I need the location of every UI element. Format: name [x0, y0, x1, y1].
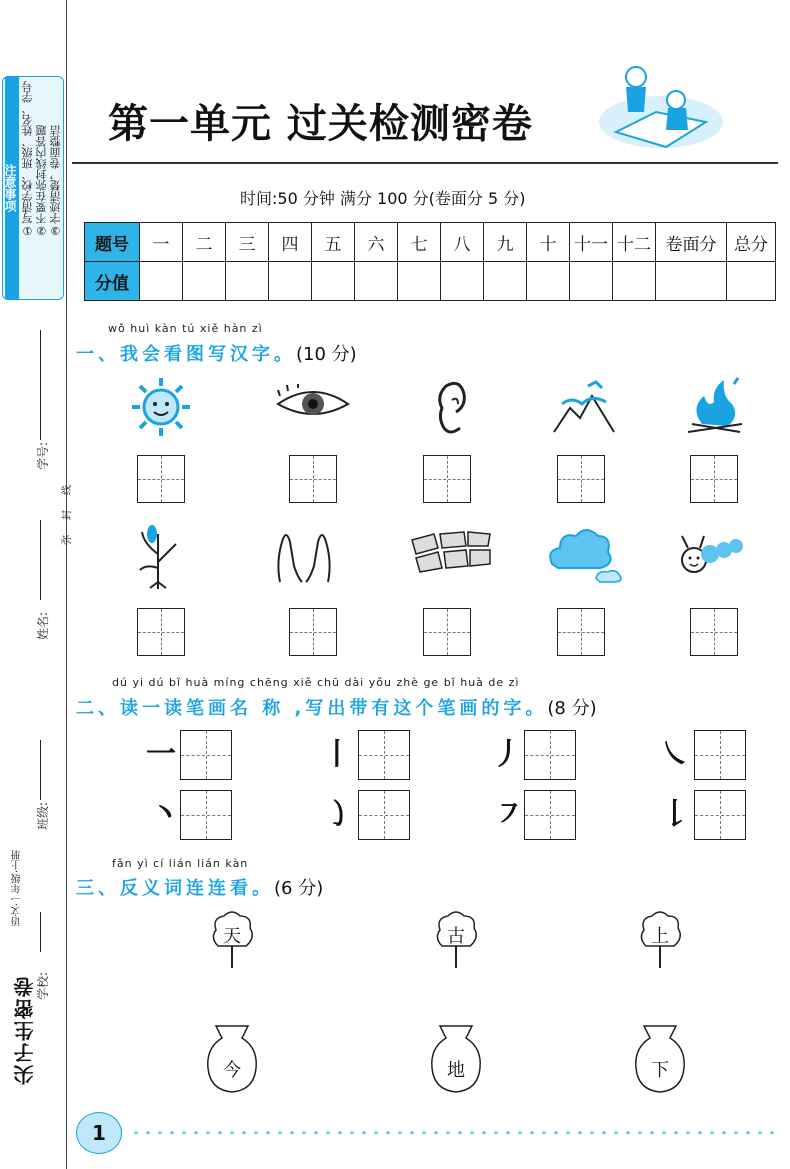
- col-header: 卷面分: [656, 223, 727, 262]
- stroke-writing-grid[interactable]: [694, 730, 746, 780]
- row-label-question: 题号: [85, 223, 140, 262]
- stroke-label: 丿: [492, 737, 522, 772]
- ear-icon: [430, 378, 470, 438]
- stroke-label: 一: [146, 737, 176, 772]
- stroke-writing-grid[interactable]: [358, 730, 410, 780]
- school-field-label: 学校:: [36, 971, 50, 1000]
- page-number: 1: [76, 1112, 122, 1154]
- score-cell[interactable]: [484, 262, 527, 301]
- seal-mi: 弥: [62, 535, 73, 545]
- writing-grid[interactable]: [557, 455, 605, 503]
- footer-dots: [130, 1130, 780, 1134]
- col-header: 十二: [613, 223, 656, 262]
- notice-box: [2, 76, 64, 300]
- col-header: 四: [269, 223, 312, 262]
- stroke-label: 𠄌: [660, 797, 690, 832]
- hands-icon: [272, 522, 336, 586]
- score-cell[interactable]: [183, 262, 226, 301]
- score-cell[interactable]: [441, 262, 484, 301]
- cloud-icon: [546, 524, 624, 584]
- binding-line: [66, 0, 67, 1169]
- score-cell[interactable]: [727, 262, 776, 301]
- stroke-label: 丨: [322, 737, 352, 772]
- edition-label: 语文·一年级·上册: [12, 850, 23, 927]
- notice-item: ②不要在弥封线内答题: [35, 125, 48, 237]
- score-table-row-values: [85, 262, 776, 301]
- vase-word[interactable]: 地: [447, 1060, 465, 1081]
- student-id-field-label: 学号:: [36, 441, 50, 470]
- section2-title: 二、读一读笔画名 称 ,写出带有这个笔画的字。: [76, 698, 548, 719]
- stroke-writing-grid[interactable]: [524, 730, 576, 780]
- col-header: 八: [441, 223, 484, 262]
- seal-feng: 封: [62, 510, 73, 520]
- row-label-points: 分值: [85, 262, 140, 301]
- writing-grid[interactable]: [690, 608, 738, 656]
- section2-pinyin: dú yi dú bǐ huà míng chēng xiě chū dài yǒu zhè ge bǐ huà de zì: [112, 676, 520, 689]
- section3-heading: [76, 874, 323, 900]
- exam-info: 时间:50 分钟 满分 100 分(卷面分 5 分): [240, 189, 526, 208]
- section2-heading: [76, 694, 597, 720]
- stroke-writing-grid[interactable]: [180, 790, 232, 840]
- stroke-writing-grid[interactable]: [358, 790, 410, 840]
- col-header: 七: [398, 223, 441, 262]
- score-cell[interactable]: [269, 262, 312, 301]
- score-cell[interactable]: [140, 262, 183, 301]
- writing-grid[interactable]: [423, 608, 471, 656]
- score-table: [84, 222, 776, 301]
- reading-kids-illustration: [596, 52, 726, 152]
- stroke-writing-grid[interactable]: [180, 730, 232, 780]
- tree-word[interactable]: 上: [651, 926, 669, 947]
- writing-grid[interactable]: [423, 455, 471, 503]
- vase-word[interactable]: 下: [651, 1060, 669, 1081]
- student-id-field-line[interactable]: [40, 330, 41, 440]
- score-cell[interactable]: [527, 262, 570, 301]
- name-field-label: 姓名:: [36, 611, 50, 640]
- score-table-row-header: [85, 223, 776, 262]
- score-cell[interactable]: [312, 262, 355, 301]
- school-field-line[interactable]: [40, 912, 41, 952]
- writing-grid[interactable]: [690, 455, 738, 503]
- col-header: 五: [312, 223, 355, 262]
- stroke-writing-grid[interactable]: [524, 790, 576, 840]
- score-cell[interactable]: [613, 262, 656, 301]
- rice-plant-icon: [136, 524, 182, 590]
- seal-xian: 线: [62, 485, 73, 495]
- writing-grid[interactable]: [289, 608, 337, 656]
- field-icon: [408, 530, 494, 576]
- writing-grid[interactable]: [137, 455, 185, 503]
- vase-word[interactable]: 今: [223, 1060, 241, 1081]
- section1-title: 一、我会看图写汉字。: [76, 344, 296, 365]
- writing-grid[interactable]: [137, 608, 185, 656]
- col-header: 二: [183, 223, 226, 262]
- stroke-writing-grid[interactable]: [694, 790, 746, 840]
- score-cell[interactable]: [398, 262, 441, 301]
- brand-label: 尖子生密卷: [13, 975, 37, 1085]
- score-cell[interactable]: [355, 262, 398, 301]
- col-header: 六: [355, 223, 398, 262]
- col-header: 三: [226, 223, 269, 262]
- section3-points: (6 分): [274, 878, 324, 899]
- tree-word[interactable]: 古: [447, 926, 465, 947]
- tree-word[interactable]: 天: [223, 926, 241, 947]
- writing-grid[interactable]: [557, 608, 605, 656]
- score-cell[interactable]: [226, 262, 269, 301]
- class-field-line[interactable]: [40, 740, 41, 800]
- writing-grid[interactable]: [289, 455, 337, 503]
- notice-item: ③字迹清楚，卷面整洁: [49, 125, 62, 237]
- mountain-icon: [552, 378, 616, 434]
- section3-pinyin: fǎn yì cí lián lián kàn: [112, 857, 249, 870]
- eye-icon: [274, 384, 352, 424]
- insect-icon: [674, 526, 746, 582]
- col-header: 十一: [570, 223, 613, 262]
- section1-heading: [76, 340, 357, 366]
- stroke-label: ㇏: [660, 737, 690, 772]
- header-rule: [72, 162, 778, 164]
- notice-items: [21, 81, 63, 237]
- stroke-label: ㇁: [322, 797, 352, 832]
- section3-title: 三、反义词连连看。: [76, 878, 274, 899]
- score-cell[interactable]: [656, 262, 727, 301]
- section2-points: (8 分): [547, 698, 597, 719]
- notice-label: 注意事项: [5, 77, 19, 299]
- stroke-label: 丶: [150, 797, 180, 832]
- fire-icon: [684, 374, 746, 436]
- col-header: 九: [484, 223, 527, 262]
- col-header: 总分: [727, 223, 776, 262]
- page-title: 第一单元 过关检测密卷: [108, 101, 533, 147]
- stroke-label: ㇇: [494, 797, 524, 832]
- class-field-label: 班级:: [36, 801, 50, 830]
- col-header: 一: [140, 223, 183, 262]
- section1-points: (10 分): [296, 344, 357, 365]
- col-header: 十: [527, 223, 570, 262]
- name-field-line[interactable]: [40, 520, 41, 600]
- section1-pinyin: wǒ huì kàn tú xiě hàn zì: [108, 322, 263, 335]
- sun-icon: [130, 376, 192, 438]
- score-cell[interactable]: [570, 262, 613, 301]
- notice-item: ①写清学校、班级、姓名、学号: [21, 81, 34, 237]
